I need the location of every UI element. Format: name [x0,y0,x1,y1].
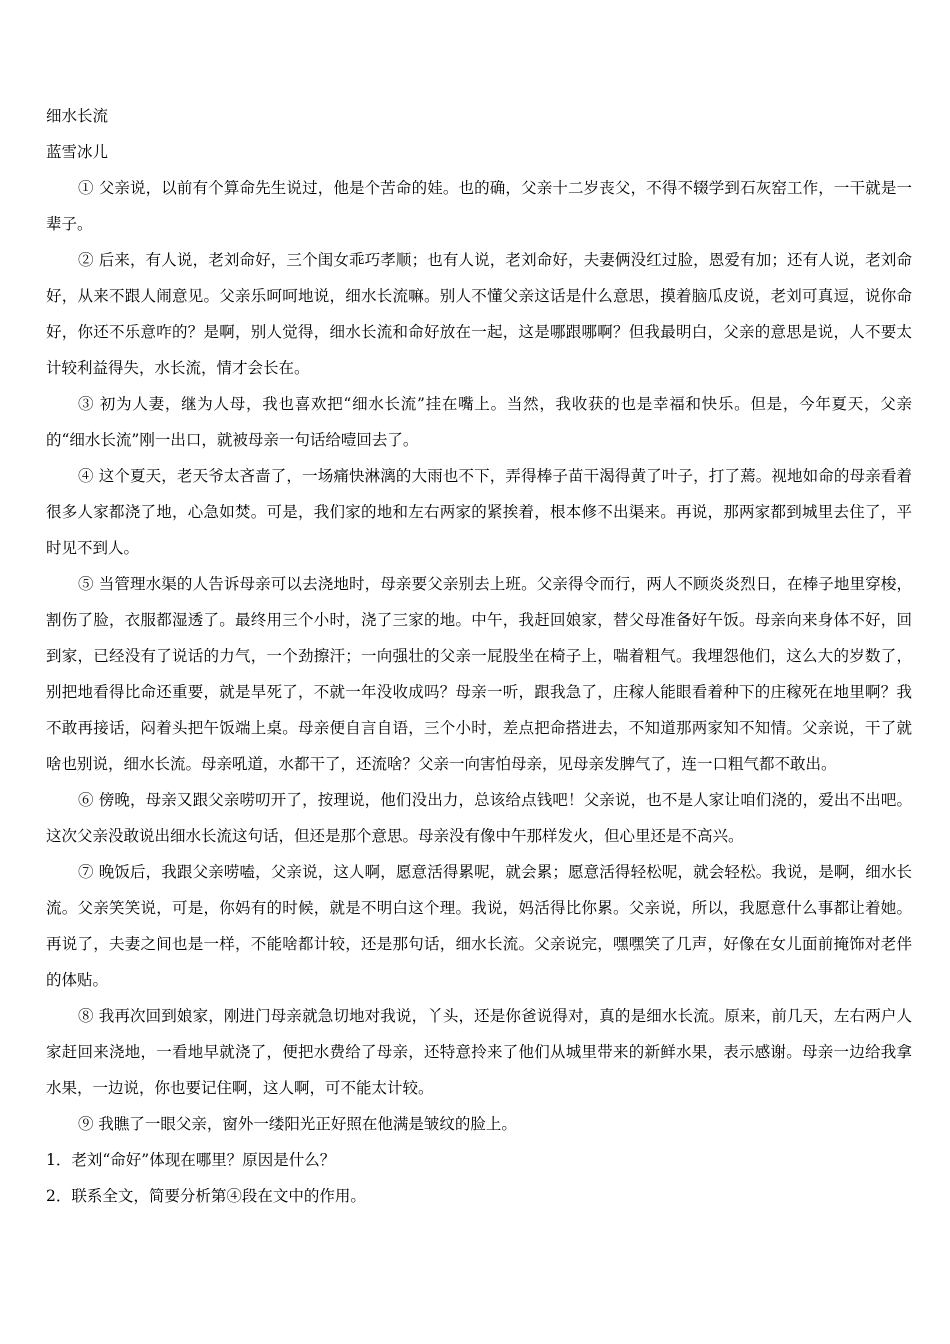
question-1: 1．老刘“命好”体现在哪里？原因是什么？ [46,1151,336,1169]
paragraph-3: ③ 初为人妻，继为人母，我也喜欢把“细水长流”挂在嘴上。当然，我收获的也是幸福和快乐。但是，今年夏天，父亲的“细水长流”刚一出口，就被母亲一句话给噎回去了。 [46,395,912,449]
paragraph-1: ① 父亲说，以前有个算命先生说过，他是个苦命的娃。也的确，父亲十二岁丧父，不得不辍学到石灰窑工作，一干就是一辈子。 [46,179,912,233]
paragraph-9: ⑨ 我瞧了一眼父亲，窗外一缕阳光正好照在他满是皱纹的脸上。 [78,1115,517,1133]
article-title: 细水长流 [46,107,109,125]
question-2: 2．联系全文，简要分析第④段在文中的作用。 [46,1187,366,1205]
paragraph-2: ② 后来，有人说，老刘命好，三个闺女乖巧孝顺；也有人说，老刘命好，夫妻俩没红过脸，恩爱有加；还有人说，老刘命好，从来不跟人闹意见。父亲乐呵呵地说，细水长流嘛。别人不懂父亲这话是什么意思，摸着脑瓜皮说，老刘可真逗，说你命好，你还不乐意咋的？是啊，别人觉得，细水长流和命好放在一起，这是哪跟哪啊？但我最明白，父亲的意思是说，人不要太计较利益得失，水长流，情才会长在。 [46,251,912,377]
paragraph-6: ⑥ 傍晚，母亲又跟父亲唠叨开了，按理说，他们没出力，总该给点钱吧！父亲说，也不是人家让咱们浇的，爱出不出吧。这次父亲没敢说出细水长流这句话，但还是那个意思。母亲没有像中午那样发火，但心里还是不高兴。 [46,791,912,845]
paragraph-4: ④ 这个夏天，老天爷太吝啬了，一场痛快淋漓的大雨也不下，弄得棒子苗干渴得黄了叶子，打了蔫。视地如命的母亲看着很多人家都浇了地，心急如焚。可是，我们家的地和左右两家的紧挨着，根本修不出渠来。再说，那两家都到城里去住了，平时见不到人。 [46,467,912,557]
document-page [46,98,912,1214]
paragraph-5: ⑤ 当管理水渠的人告诉母亲可以去浇地时，母亲要父亲别去上班。父亲得令而行，两人不顾炎炎烈日，在棒子地里穿梭，割伤了脸，衣服都湿透了。最终用三个小时，浇了三家的地。中午，我赶回娘家，替父母准备好午饭。母亲向来身体不好，回到家，已经没有了说话的力气，一个劲擦汗；一向强壮的父亲一屁股坐在椅子上，喘着粗气。我埋怨他们，这么大的岁数了，别把地看得比命还重要，就是旱死了，不就一年没收成吗？母亲一听，跟我急了，庄稼人能眼看着种下的庄稼死在地里啊？我不敢再接话，闷着头把午饭端上桌。母亲便自言自语，三个小时，差点把命搭进去，不知道那两家知不知情。父亲说，干了就啥也别说，细水长流。母亲吼道，水都干了，还流啥？父亲一向害怕母亲，见母亲发脾气了，连一口粗气都不敢出。 [46,575,912,773]
article-author: 蓝雪冰儿 [46,143,109,161]
paragraph-8: ⑧ 我再次回到娘家，刚进门母亲就急切地对我说，丫头，还是你爸说得对，真的是细水长流。原来，前几天，左右两户人家赶回来浇地，一看地早就浇了，便把水费给了母亲，还特意拎来了他们从城里带来的新鲜水果，表示感谢。母亲一边给我拿水果，一边说，你也要记住啊，这人啊，可不能太计较。 [46,1007,912,1097]
paragraph-7: ⑦ 晚饭后，我跟父亲唠嗑，父亲说，这人啊，愿意活得累呢，就会累；愿意活得轻松呢，就会轻松。我说，是啊，细水长流。父亲笑笑说，可是，你妈有的时候，就是不明白这个理。我说，妈活得比你累。父亲说，所以，我愿意什么事都让着她。再说了，夫妻之间也是一样，不能啥都计较，还是那句话，细水长流。父亲说完，嘿嘿笑了几声，好像在女儿面前掩饰对老伴的体贴。 [46,863,912,989]
